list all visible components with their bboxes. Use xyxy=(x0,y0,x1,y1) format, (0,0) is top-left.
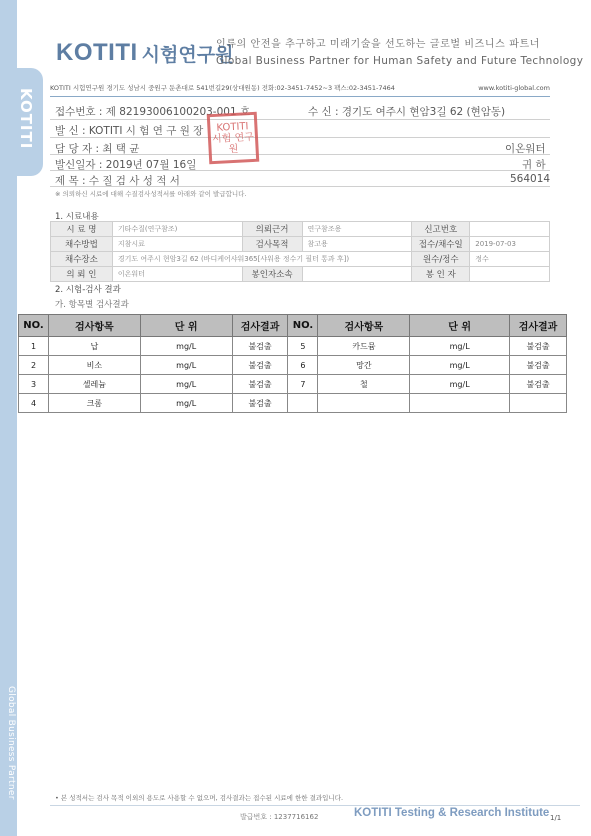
sample-info-table xyxy=(50,221,550,282)
cell-item: 철 xyxy=(318,375,410,394)
cell-item: 크롬 xyxy=(48,394,140,413)
table-row xyxy=(51,252,550,267)
sender-value: : KOTITI 시 험 연 구 원 장 xyxy=(81,125,204,137)
location-label: 채수장소 xyxy=(51,252,113,267)
cell-unit: mg/L xyxy=(410,356,510,375)
header-rule xyxy=(50,170,550,171)
sample-name-value: 기타수질(연구참조) xyxy=(112,222,242,237)
cell-unit: mg/L xyxy=(140,337,232,356)
subject-label: 제 목 xyxy=(55,175,79,187)
cell-result: 불검출 xyxy=(510,356,567,375)
recipient xyxy=(308,104,505,119)
cell-unit xyxy=(410,394,510,413)
results-section-title: 2. 시험-검사 결과 xyxy=(55,285,121,295)
receipt-label: 접수번호 xyxy=(55,106,96,118)
date-value: : 2019년 07월 16일 xyxy=(98,159,197,171)
stamp-text: KOTITI 시험 연구원 xyxy=(211,120,255,155)
header-unit: 단 위 xyxy=(140,315,232,337)
report-no-value xyxy=(470,222,550,237)
footer-disclaimer: • 본 성적서는 검사 목적 이외의 용도로 사용할 수 없으며, 검사결과는 접수된 시료에 한한 결과입니다. xyxy=(55,794,344,802)
page-number: 1/1 xyxy=(550,814,562,822)
table-row xyxy=(19,375,567,394)
kotiti-logo xyxy=(56,37,233,69)
report-no-label: 신고번호 xyxy=(412,222,470,237)
cell-no: 7 xyxy=(288,375,318,394)
address-text: KOTITI 시험연구원 경기도 성남시 중원구 둔촌대로 541번길29(상대원동) 전화:02-3451-7452~3 팩스:02-3451-7464 xyxy=(50,84,395,92)
cell-no xyxy=(288,394,318,413)
basis-value: 연구참조용 xyxy=(302,222,412,237)
address-bar xyxy=(50,79,550,97)
website-link[interactable]: www.kotiti-global.com xyxy=(478,83,550,92)
cell-no: 6 xyxy=(288,356,318,375)
cell-item: 망간 xyxy=(318,356,410,375)
subject-value: : 수 질 검 사 성 적 서 xyxy=(81,175,180,187)
results-table xyxy=(18,314,567,413)
basis-label: 의뢰근거 xyxy=(242,222,302,237)
sample-name-label: 시 료 명 xyxy=(51,222,113,237)
header-rule xyxy=(50,186,550,187)
table-row xyxy=(51,237,550,252)
header-no: NO. xyxy=(19,315,49,337)
cell-no: 4 xyxy=(19,394,49,413)
cell-item xyxy=(318,394,410,413)
cell-result: 불검출 xyxy=(232,356,288,375)
table-row xyxy=(19,394,567,413)
table-row xyxy=(51,222,550,237)
cell-result: 불검출 xyxy=(232,394,288,413)
cell-no: 2 xyxy=(19,356,49,375)
header-item: 검사항목 xyxy=(48,315,140,337)
recipient-value: : 경기도 여주시 현암3길 62 (현암동) xyxy=(334,106,506,118)
purpose-value: 참고용 xyxy=(302,237,412,252)
location-value: 경기도 여주시 현암3길 62 (바디케어샤워365[샤워용 정수기 필터 통과 후]) xyxy=(112,252,411,267)
cell-item: 카드뮴 xyxy=(318,337,410,356)
cell-unit: mg/L xyxy=(140,375,232,394)
manager-value: : 최 택 균 xyxy=(95,143,140,155)
client-value: 이온워터 xyxy=(112,267,242,282)
cell-result: 불검출 xyxy=(232,375,288,394)
receipt-date-label: 접수/채수일 xyxy=(412,237,470,252)
cell-unit: mg/L xyxy=(410,375,510,394)
logo-mark: KOTITI xyxy=(56,39,138,66)
method-value: 지참시료 xyxy=(112,237,242,252)
issue-number: 발급번호 : 1237716162 xyxy=(240,813,319,821)
table-row xyxy=(19,356,567,375)
cell-result xyxy=(510,394,567,413)
tagline xyxy=(216,38,584,68)
cell-item: 납 xyxy=(48,337,140,356)
table-row xyxy=(51,267,550,282)
sealer-org-value xyxy=(302,267,412,282)
sender xyxy=(55,123,203,138)
honorific: 귀 하 xyxy=(522,159,546,171)
report-number: 564014 xyxy=(510,173,551,185)
cell-item: 비소 xyxy=(48,356,140,375)
official-seal-stamp xyxy=(207,112,260,165)
cell-result: 불검출 xyxy=(510,337,567,356)
header-item: 검사항목 xyxy=(318,315,410,337)
tagline-english: Global Business Partner for Human Safety and Future Technology xyxy=(216,55,584,67)
recipient-label: 수 신 xyxy=(308,106,332,118)
header-rule xyxy=(50,119,550,120)
sidebar-slogan: Global Business Partner xyxy=(6,686,16,800)
header-result: 검사결과 xyxy=(510,315,567,337)
footer-rule xyxy=(50,805,580,806)
sealer-label: 봉 인 자 xyxy=(412,267,470,282)
sealer-org-label: 봉인자소속 xyxy=(242,267,302,282)
issue-notice: ※ 의뢰하신 시료에 대해 수질검사성적서를 아래와 같이 발급합니다. xyxy=(55,190,247,198)
header-no: NO. xyxy=(288,315,318,337)
footer-brand: KOTITI Testing & Research Institute xyxy=(354,807,550,819)
source-value: 정수 xyxy=(470,252,550,267)
logo-korean: 시험연구원 xyxy=(141,43,234,66)
cell-unit: mg/L xyxy=(410,337,510,356)
header-rule xyxy=(50,154,550,155)
receipt-value: : 제 82193006100203-001 호 xyxy=(98,106,251,118)
tagline-korean: 인류의 안전을 추구하고 미래기술을 선도하는 글로벌 비즈니스 파트너 xyxy=(216,39,540,50)
table-row xyxy=(19,337,567,356)
header-result: 검사결과 xyxy=(232,315,288,337)
cell-no: 3 xyxy=(19,375,49,394)
cell-unit: mg/L xyxy=(140,356,232,375)
results-header-row xyxy=(19,315,567,337)
sealer-value xyxy=(470,267,550,282)
source-label: 원수/정수 xyxy=(412,252,470,267)
cell-result: 불검출 xyxy=(232,337,288,356)
header-unit: 단 위 xyxy=(410,315,510,337)
method-label: 채수방법 xyxy=(51,237,113,252)
results-subsection-title: 가. 항목별 검사결과 xyxy=(55,300,129,310)
cell-no: 5 xyxy=(288,337,318,356)
cell-item: 셀레늄 xyxy=(48,375,140,394)
date-label: 발신일자 xyxy=(55,159,96,171)
sample-section-title: 1. 시료내용 xyxy=(55,212,99,222)
sender-label: 발 신 xyxy=(55,125,79,137)
company-name: 이온워터 xyxy=(505,143,546,155)
cell-result: 불검출 xyxy=(510,375,567,394)
cell-unit: mg/L xyxy=(140,394,232,413)
receipt-date-value: 2019-07-03 xyxy=(470,237,550,252)
purpose-label: 검사목적 xyxy=(242,237,302,252)
manager-label: 담 당 자 xyxy=(55,143,93,155)
client-label: 의 뢰 인 xyxy=(51,267,113,282)
sidebar-logo: KOTITI xyxy=(17,88,35,150)
cell-no: 1 xyxy=(19,337,49,356)
header-rule xyxy=(50,137,550,138)
